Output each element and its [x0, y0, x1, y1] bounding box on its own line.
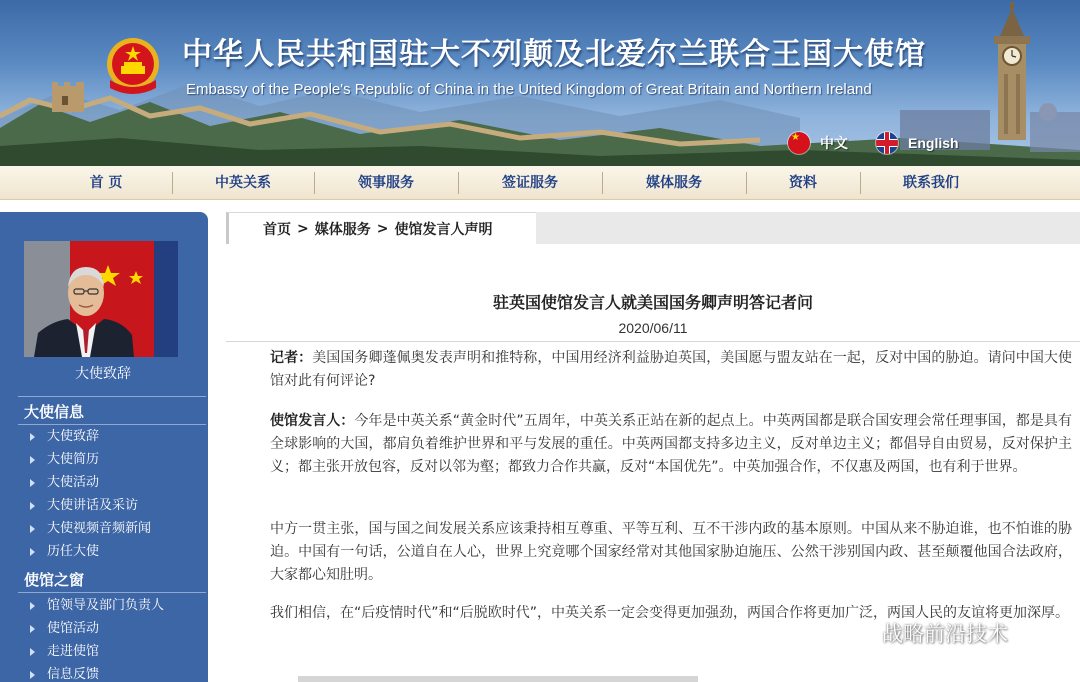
nav-item-resources[interactable]: 资料 [789, 175, 817, 191]
breadcrumb-separator: > [376, 220, 389, 237]
nav-item-consular-services[interactable]: 领事服务 [358, 175, 414, 191]
sidebar-item-label: 馆领导及部门负责人 [47, 598, 165, 613]
sidebar-item-feedback[interactable] [30, 666, 99, 682]
breadcrumb-spokesperson-link[interactable]: 使馆发言人声明 [394, 221, 493, 238]
national-emblem-icon [104, 34, 162, 98]
sidebar-divider [18, 592, 206, 593]
article-paragraph [270, 347, 1072, 393]
watermark-text: 战略前沿技术 [882, 622, 1008, 646]
ambassador-portrait[interactable] [24, 241, 178, 357]
sidebar-heading-ambassador-info: 大使信息 [24, 403, 85, 421]
sidebar-item-embassy-activities[interactable] [30, 620, 99, 638]
paragraph-speaker: 使馆发言人： [270, 413, 355, 429]
sidebar-item-ambassador-video-news[interactable] [30, 520, 151, 538]
triangle-bullet-icon [30, 602, 35, 610]
sidebar-item-label: 大使活动 [47, 475, 100, 490]
sidebar-item-ambassador-message[interactable] [30, 428, 99, 446]
nav-item-contact-us[interactable]: 联系我们 [903, 175, 959, 191]
scroll-area-edge [298, 676, 698, 682]
paragraph-speaker: 记者： [270, 350, 313, 366]
sidebar-item-label: 使馆活动 [47, 621, 100, 636]
triangle-bullet-icon [30, 548, 35, 556]
nav-item-home[interactable]: 首 页 [89, 175, 123, 191]
language-chinese-link[interactable] [788, 131, 848, 155]
breadcrumb-bar [226, 212, 1080, 244]
nav-item-media-services[interactable]: 媒体服务 [646, 175, 702, 191]
triangle-bullet-icon [30, 525, 35, 533]
triangle-bullet-icon [30, 502, 35, 510]
sidebar-item-label: 历任大使 [47, 544, 100, 559]
sidebar-item-label: 大使讲话及采访 [47, 498, 139, 513]
article-paragraph [270, 410, 1072, 479]
sidebar-item-ambassador-activities[interactable] [30, 474, 99, 492]
embassy-title-chinese: 中华人民共和国驻大不列颠及北爱尔兰联合王国大使馆 [182, 37, 926, 72]
paragraph-text: 中方一贯主张，国与国之间发展关系应该秉持相互尊重、平等互利、互不干涉内政的基本原则。中国从来不胁迫谁，也不怕谁的胁迫。中国有一句话，公道自在人心，世界上究竟哪个国家经常对其他国家胁迫施压、公然干涉别国内政、甚至颠覆他国合法政府，大家都心知肚明。 [270, 521, 1072, 583]
sidebar-item-visit-embassy[interactable] [30, 643, 99, 661]
sidebar-divider [18, 424, 206, 425]
main-nav [0, 166, 1080, 200]
triangle-bullet-icon [30, 479, 35, 487]
triangle-bullet-icon [30, 625, 35, 633]
sidebar-item-label: 大使视频音频新闻 [47, 521, 152, 536]
sidebar-item-label: 走进使馆 [47, 644, 100, 659]
paragraph-text: 美国国务卿蓬佩奥发表声明和推特称，中国用经济利益胁迫英国，美国愿与盟友站在一起，反对中国的胁迫。请问中国大使馆对此有何评论? [270, 350, 1073, 389]
paragraph-text: 今年是中英关系“黄金时代”五周年，中英关系正站在新的起点上。中英两国都是联合国安理会常任理事国，都是具有全球影响的大国，都肩负着维护世界和平与发展的重任。中英两国都支持多边主义，反对单边主义；都倡导自由贸易，反对保护主义；都主张开放包容，反对以邻为壑；都致力合作共赢，反对“本国优先”。中英加强合作，不仅惠及两国，也有利于世界。 [270, 413, 1072, 475]
sidebar-item-former-ambassadors[interactable] [30, 543, 99, 561]
nav-item-sino-uk-relations[interactable]: 中英关系 [215, 175, 271, 191]
embassy-title-english: Embassy of the People's Republic of China in the United Kingdom of Great Britain and Northern Ireland [186, 81, 872, 98]
language-label: English [908, 135, 959, 151]
uk-flag-icon [876, 132, 898, 154]
sidebar-item-label: 大使致辞 [47, 429, 100, 444]
article-paragraph [270, 518, 1072, 587]
sidebar [0, 212, 208, 682]
language-english-link[interactable] [876, 131, 959, 155]
sidebar-item-label: 大使简历 [47, 452, 100, 467]
title-divider [226, 341, 1080, 342]
article-title: 驻英国使馆发言人就美国国务卿声明答记者问 [492, 293, 813, 312]
article-paragraph [270, 602, 1072, 625]
article-date: 2020/06/11 [618, 320, 688, 336]
sidebar-item-ambassador-biography[interactable] [30, 451, 99, 469]
ambassador-message-label[interactable]: 大使致辞 [75, 366, 131, 382]
nav-item-visa-services[interactable]: 签证服务 [502, 175, 558, 191]
breadcrumb [226, 212, 536, 244]
breadcrumb-media-services-link[interactable]: 媒体服务 [314, 221, 371, 238]
paragraph-text: 我们相信，在“后疫情时代”和“后脱欧时代”，中英关系一定会变得更加强劲，两国合作将更加广泛，两国人民的友谊将更加深厚。 [270, 605, 1070, 621]
sidebar-divider [18, 396, 206, 397]
triangle-bullet-icon [30, 456, 35, 464]
header-banner [0, 0, 1080, 166]
sidebar-item-embassy-leaders[interactable] [30, 597, 164, 615]
sidebar-heading-embassy-window: 使馆之窗 [24, 571, 85, 589]
china-flag-icon [788, 132, 810, 154]
language-label: 中文 [820, 135, 848, 151]
triangle-bullet-icon [30, 671, 35, 679]
sidebar-item-label: 信息反馈 [47, 667, 100, 682]
triangle-bullet-icon [30, 648, 35, 656]
sidebar-item-ambassador-speeches[interactable] [30, 497, 138, 515]
triangle-bullet-icon [30, 433, 35, 441]
ambassador-photo [24, 241, 178, 357]
breadcrumb-separator: > [297, 220, 309, 237]
breadcrumb-home-link[interactable]: 首页 [263, 221, 291, 238]
